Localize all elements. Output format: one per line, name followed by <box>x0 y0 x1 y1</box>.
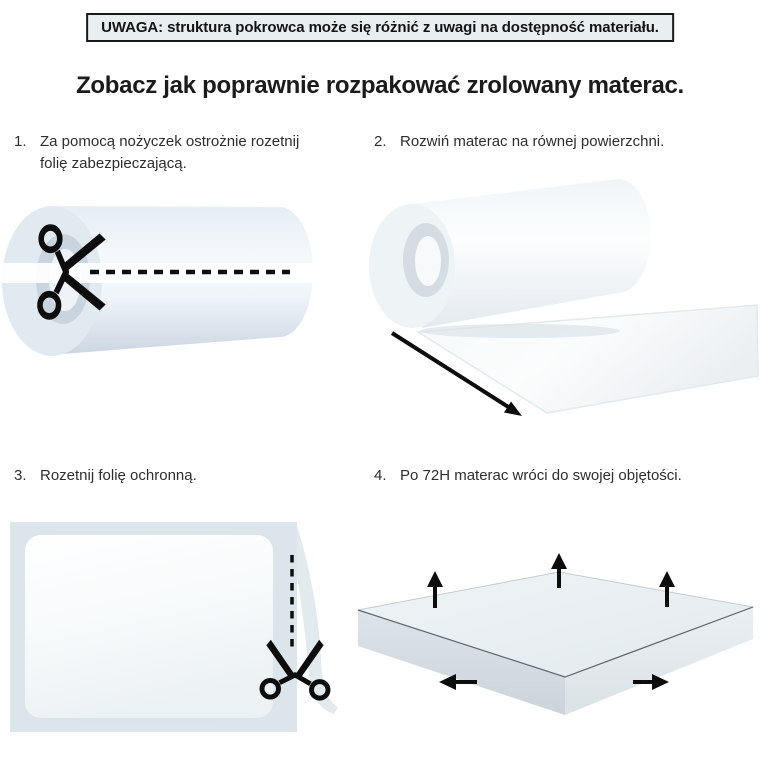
mattress-slab <box>358 572 753 715</box>
roll-body <box>369 179 651 328</box>
mattress <box>25 535 273 718</box>
step-3-number: 3. <box>14 467 27 484</box>
step-2-text: Rozwiń materac na równej powierzchni. <box>400 133 665 150</box>
step-2-caption <box>374 131 756 153</box>
roll-contact-shadow <box>420 324 620 338</box>
step-1-number: 1. <box>14 133 27 150</box>
step-1-caption <box>14 131 326 175</box>
expanding-mattress-illustration <box>355 540 760 760</box>
step-4-text: Po 72H materac wróci do swojej objętości. <box>400 467 682 484</box>
step-4-caption <box>374 465 756 487</box>
step-2-number: 2. <box>374 133 387 150</box>
unrolling-mattress-illustration <box>360 160 760 425</box>
notice-banner: UWAGA: struktura pokrowca może się różnić z uwagi na dostępność materiału. <box>86 13 674 42</box>
rolled-mattress-illustration <box>0 185 350 395</box>
page-title: Zobacz jak poprawnie rozpakować zrolowany materac. <box>76 72 684 100</box>
foil-wrapped-mattress-illustration <box>5 510 345 740</box>
step-1-text: Za pomocą nożyczek ostrożnie rozetnij folię zabezpieczającą. <box>40 133 300 173</box>
step-4-number: 4. <box>374 467 387 484</box>
step-3-caption <box>14 465 334 487</box>
unrolled-sheet <box>418 305 758 413</box>
step-3-text: Rozetnij folię ochronną. <box>40 467 197 484</box>
